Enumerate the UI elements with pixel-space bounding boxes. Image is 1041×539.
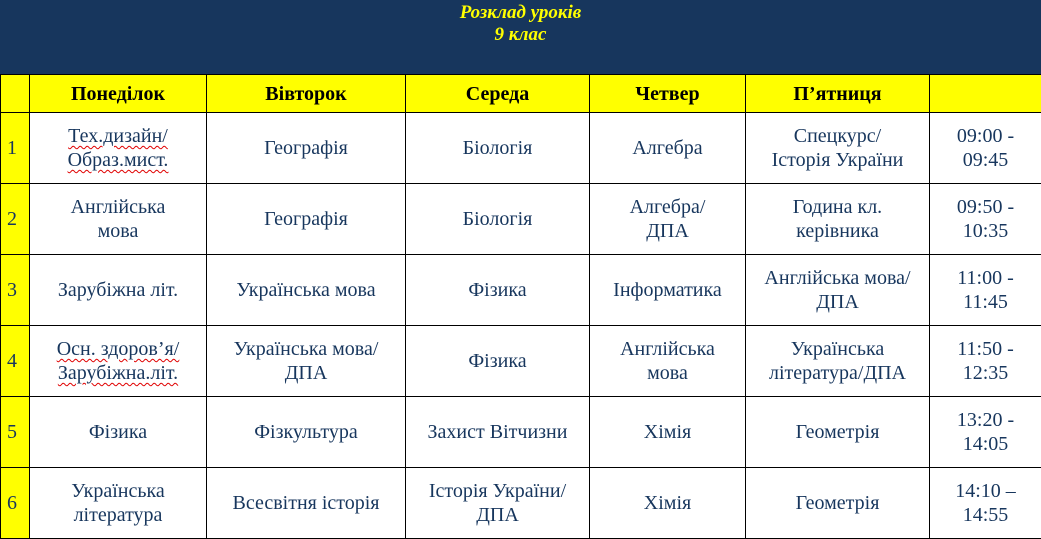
schedule-title: Розклад уроків bbox=[459, 2, 582, 23]
time-line: 13:20 - bbox=[956, 409, 1015, 431]
lesson-line: Англійська мова/ bbox=[764, 267, 911, 289]
lesson-line: мова bbox=[97, 220, 139, 242]
table-row bbox=[1, 255, 1041, 326]
lesson-mon bbox=[30, 468, 207, 539]
lesson-line: Інформатика bbox=[613, 279, 722, 301]
lesson-line: Образ.мист. bbox=[67, 149, 169, 171]
lesson-line: ДПА bbox=[816, 291, 859, 313]
lesson-line: Історія України/ bbox=[428, 480, 567, 502]
lesson-line: Українська мова/ bbox=[233, 338, 379, 360]
lesson-line: Захист Вітчизни bbox=[427, 421, 568, 443]
lesson-line: Українська мова bbox=[236, 279, 376, 301]
lesson-fri bbox=[746, 326, 930, 397]
lesson-thu bbox=[590, 113, 746, 184]
table-row bbox=[1, 113, 1041, 184]
lesson-line: Фізика bbox=[88, 421, 148, 443]
lesson-line: Історія України bbox=[771, 149, 904, 171]
lesson-thu bbox=[590, 397, 746, 468]
lesson-wed bbox=[406, 468, 590, 539]
lesson-line: ДПА bbox=[284, 362, 328, 384]
lesson-line: література/ДПА bbox=[769, 362, 906, 384]
corner-cell bbox=[1, 75, 30, 113]
schedule-body bbox=[1, 113, 1041, 539]
time-line: 09:00 - bbox=[956, 125, 1015, 147]
class-subtitle: 9 клас bbox=[494, 24, 547, 45]
lesson-number: 6 bbox=[1, 468, 30, 539]
lesson-fri bbox=[746, 255, 930, 326]
lesson-fri bbox=[746, 397, 930, 468]
lesson-line: Географія bbox=[264, 137, 348, 159]
time-line: 09:50 - bbox=[956, 196, 1015, 218]
lesson-line: Фізкультура bbox=[254, 421, 358, 443]
time-line: 11:45 bbox=[963, 291, 1008, 313]
lesson-line: Англійська bbox=[70, 196, 166, 218]
lesson-tue bbox=[207, 326, 406, 397]
lesson-line: керівника bbox=[796, 220, 879, 242]
lesson-tue bbox=[207, 468, 406, 539]
lesson-mon bbox=[30, 255, 207, 326]
lesson-mon bbox=[30, 326, 207, 397]
lesson-fri bbox=[746, 184, 930, 255]
day-header-tue: Вівторок bbox=[207, 75, 406, 113]
lesson-tue bbox=[207, 184, 406, 255]
time-header bbox=[930, 75, 1041, 113]
lesson-line: Алгебра/ bbox=[629, 196, 706, 218]
time-line: 12:35 bbox=[962, 362, 1009, 384]
lesson-time bbox=[930, 326, 1041, 397]
lesson-tue bbox=[207, 113, 406, 184]
lesson-line: Всесвітня історія bbox=[232, 492, 380, 514]
lesson-wed bbox=[406, 326, 590, 397]
lesson-line: Біологія bbox=[462, 137, 533, 159]
time-line: 09:45 bbox=[962, 149, 1009, 171]
lesson-number: 5 bbox=[1, 397, 30, 468]
time-line: 14:10 – bbox=[955, 480, 1016, 502]
table-row bbox=[1, 326, 1041, 397]
lesson-line: Зарубіжна літ. bbox=[57, 279, 179, 301]
lesson-line: ДПА bbox=[476, 504, 519, 526]
lesson-line: мова bbox=[647, 362, 688, 384]
lesson-thu bbox=[590, 326, 746, 397]
lesson-fri bbox=[746, 468, 930, 539]
table-row bbox=[1, 397, 1041, 468]
lesson-line: Геометрія bbox=[795, 492, 880, 514]
lesson-line: Геометрія bbox=[795, 421, 880, 443]
lesson-line: Англійська bbox=[620, 338, 715, 360]
lesson-time bbox=[930, 255, 1041, 326]
day-header-thu: Четвер bbox=[590, 75, 746, 113]
lesson-wed bbox=[406, 184, 590, 255]
time-line: 11:50 - bbox=[957, 338, 1014, 360]
lesson-number: 3 bbox=[1, 255, 30, 326]
lesson-time bbox=[930, 397, 1041, 468]
lesson-line: ДПА bbox=[646, 220, 689, 242]
lesson-line: Хімія bbox=[643, 492, 692, 514]
lesson-line: Географія bbox=[264, 208, 348, 230]
lesson-wed bbox=[406, 397, 590, 468]
lesson-line: Українська bbox=[71, 480, 165, 502]
day-header-mon: Понеділок bbox=[30, 75, 207, 113]
lesson-number: 4 bbox=[1, 326, 30, 397]
time-line: 11:00 - bbox=[957, 267, 1014, 289]
header-row bbox=[1, 75, 1041, 113]
time-line: 14:55 bbox=[962, 504, 1009, 526]
lesson-number: 2 bbox=[1, 184, 30, 255]
lesson-line: Зарубіжна.літ. bbox=[57, 362, 179, 384]
lesson-time bbox=[930, 468, 1041, 539]
lesson-line: Алгебра bbox=[632, 137, 703, 159]
lesson-fri bbox=[746, 113, 930, 184]
lesson-time bbox=[930, 113, 1041, 184]
lesson-thu bbox=[590, 255, 746, 326]
lesson-number: 1 bbox=[1, 113, 30, 184]
lesson-time bbox=[930, 184, 1041, 255]
schedule-table bbox=[0, 74, 1041, 539]
lesson-line: Українська bbox=[790, 338, 885, 360]
lesson-line: Біологія bbox=[462, 208, 533, 230]
lesson-line: Осн. здоров’я/ bbox=[56, 338, 180, 360]
lesson-line: Тех.дизайн/ bbox=[68, 125, 168, 147]
lesson-tue bbox=[207, 397, 406, 468]
lesson-line: Година кл. bbox=[792, 196, 883, 218]
lesson-line: Фізика bbox=[468, 279, 527, 301]
table-row bbox=[1, 184, 1041, 255]
schedule-banner bbox=[0, 0, 1041, 74]
lesson-mon bbox=[30, 184, 207, 255]
lesson-thu bbox=[590, 184, 746, 255]
table-row bbox=[1, 468, 1041, 539]
day-header-fri: П’ятниця bbox=[746, 75, 930, 113]
lesson-wed bbox=[406, 255, 590, 326]
lesson-line: література bbox=[73, 504, 163, 526]
lesson-tue bbox=[207, 255, 406, 326]
lesson-mon bbox=[30, 397, 207, 468]
lesson-wed bbox=[406, 113, 590, 184]
lesson-thu bbox=[590, 468, 746, 539]
lesson-line: Фізика bbox=[468, 350, 527, 372]
time-line: 14:05 bbox=[962, 433, 1009, 455]
time-line: 10:35 bbox=[962, 220, 1009, 242]
lesson-mon bbox=[30, 113, 207, 184]
day-header-wed: Середа bbox=[406, 75, 590, 113]
lesson-line: Хімія bbox=[643, 421, 692, 443]
lesson-line: Спецкурс/ bbox=[793, 125, 882, 147]
